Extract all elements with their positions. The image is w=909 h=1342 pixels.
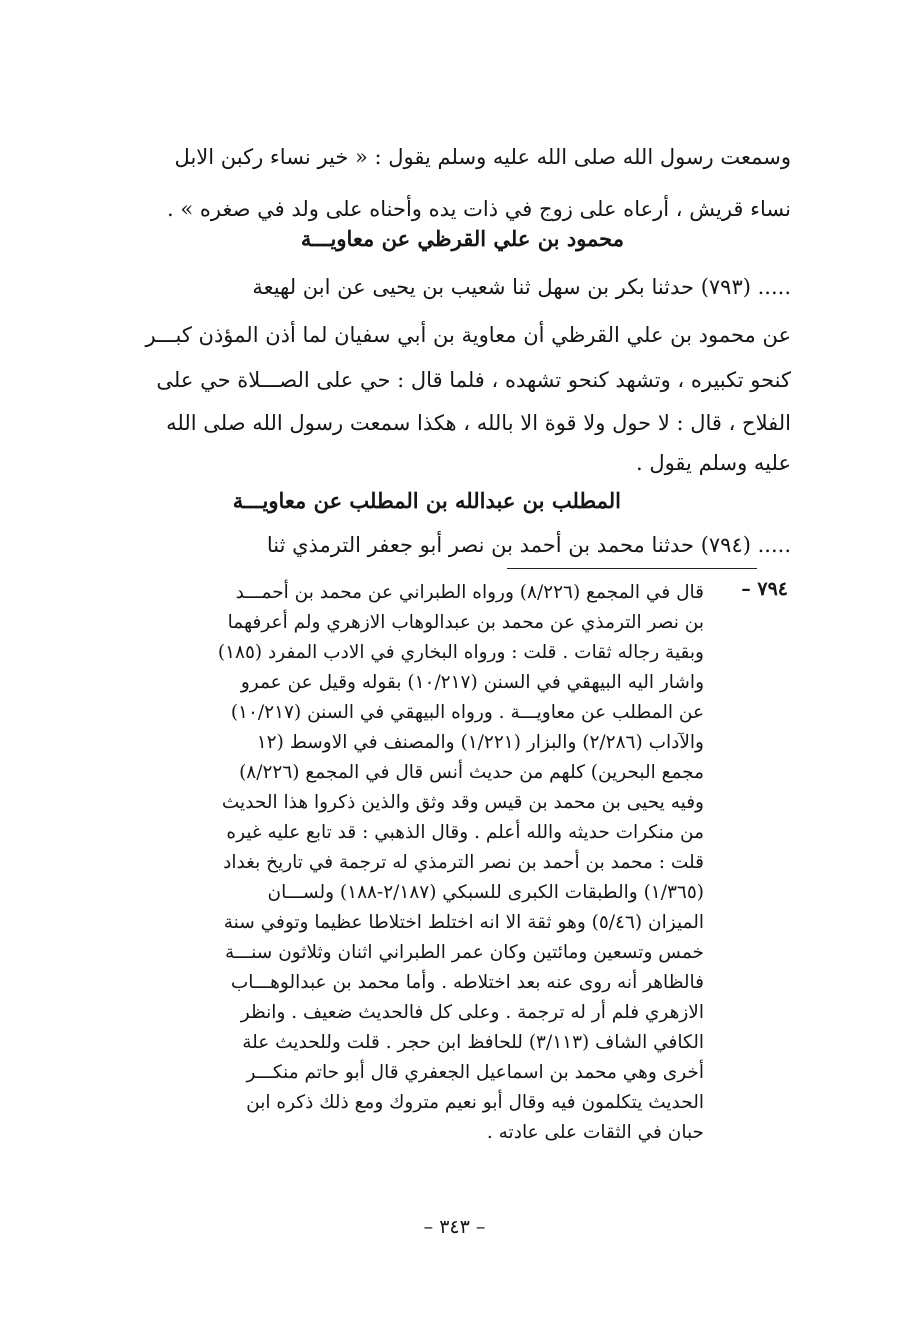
body-line: ..... (٧٩٣) حدثنا بكر بن سهل ثنا شعيب بن يحيى عن ابن لهيعة xyxy=(252,275,791,299)
footnote-line: الميزان (٥/٤٦) وهو ثقة الا انه اختلط اختلاطا عظيما وتوفي سنة xyxy=(223,912,704,933)
footnote-line: وبقية رجاله ثقات . قلت : ورواه البخاري في الادب المفرد (١٨٥) xyxy=(217,642,704,663)
footnote-line: خمس وتسعين ومائتين وكان عمر الطبراني اثنان وثلاثون سنـــة xyxy=(225,942,704,963)
body-line: نساء قريش ، أرعاه على زوج في ذات يده وأحناه على ولد في صغره » . xyxy=(167,197,791,221)
footnote-line: (١/٣٦٥) والطبقات الكبرى للسبكي (٢/١٨٧-١٨٨) ولســـان xyxy=(267,882,704,903)
footnote-line: بن نصر الترمذي عن محمد بن عبدالوهاب الازهري ولم أعرفهما xyxy=(227,612,704,633)
body-line: عليه وسلم يقول . xyxy=(635,451,791,475)
footnote-separator xyxy=(507,568,757,569)
body-line: الفلاح ، قال : لا حول ولا قوة الا بالله ، هكذا سمعت رسول الله صلى الله xyxy=(166,411,791,435)
body-line: عن محمود بن علي القرظي أن معاوية بن أبي سفيان لما أذن المؤذن كبـــر xyxy=(145,323,791,347)
footnote-line: أخرى وهي محمد بن اسماعيل الجعفري قال أبو حاتم منكـــر xyxy=(246,1062,704,1083)
footnote-line: والآداب (٢/٢٨٦) والبزار (١/٢٢١) والمصنف في الاوسط (١٢ xyxy=(256,732,704,753)
body-line: ..... (٧٩٤) حدثنا محمد بن أحمد بن نصر أبو جعفر الترمذي ثنا xyxy=(266,533,791,557)
body-line: كنحو تكبيره ، وتشهد كنحو تشهده ، فلما قال : حي على الصـــلاة حي على xyxy=(156,368,791,392)
footnote-line: الحديث يتكلمون فيه وقال أبو نعيم متروك ومع ذلك ذكره ابن xyxy=(246,1092,704,1113)
footnote-line: وفيه يحيى بن محمد بن قيس وقد وثق والذين ذكروا هذا الحديث xyxy=(221,792,704,813)
page-number: – ٣٤٣ – xyxy=(423,1216,486,1238)
section-heading: المطلب بن عبدالله بن المطلب عن معاويـــة xyxy=(232,488,621,513)
footnote-line: الازهري فلم أر له ترجمة . وعلى كل فالحديث ضعيف . وانظر xyxy=(240,1002,704,1023)
body-line: وسمعت رسول الله صلى الله عليه وسلم يقول : « خير نساء ركبن الابل xyxy=(174,145,791,169)
footnote-line: فالظاهر أنه روى عنه بعد اختلاطه . وأما محمد بن عبدالوهـــاب xyxy=(230,972,704,993)
footnote-line: من منكرات حديثه والله أعلم . وقال الذهبي : قد تابع عليه غيره xyxy=(226,822,704,843)
footnote-line: عن المطلب عن معاويـــة . ورواه البيهقي في السنن (١٠/٢١٧) xyxy=(230,702,704,723)
footnote-line: مجمع البحرين) كلهم من حديث أنس قال في المجمع (٨/٢٢٦) xyxy=(239,762,704,783)
footnote-line: قلت : محمد بن أحمد بن نصر الترمذي له ترجمة في تاريخ بغداد xyxy=(223,852,704,873)
footnote-line: حبان في الثقات على عادته . xyxy=(486,1122,704,1143)
footnote-number: ٧٩٤ – xyxy=(741,578,788,600)
section-heading: محمود بن علي القرظي عن معاويـــة xyxy=(300,226,624,251)
footnote-line: قال في المجمع (٨/٢٢٦) ورواه الطبراني عن محمد بن أحمـــد xyxy=(235,582,704,603)
footnote-line: واشار اليه البيهقي في السنن (١٠/٢١٧) بقوله وقيل عن عمرو xyxy=(240,672,704,693)
footnote-line: الكافي الشاف (٣/١١٣) للحافظ ابن حجر . قلت وللحديث علة xyxy=(242,1032,704,1053)
